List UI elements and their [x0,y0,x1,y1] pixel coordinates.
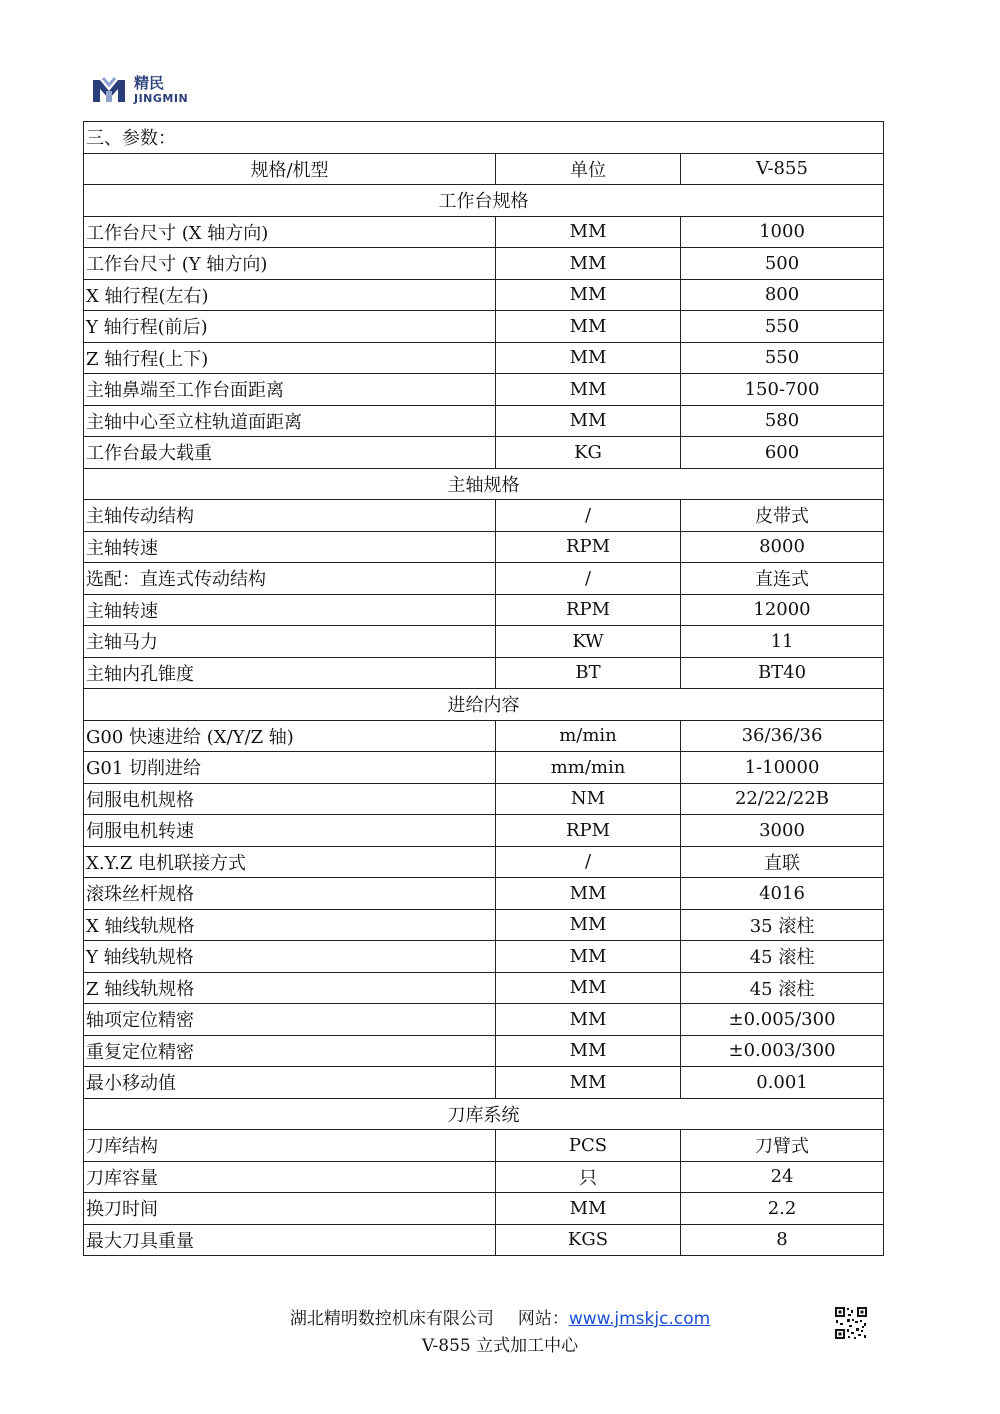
table-row [84,216,884,248]
logo-cn-text: 精民 [134,74,165,92]
table-row [84,594,884,626]
row-unit: MM [496,1004,681,1036]
table-row [84,1193,884,1225]
row-unit: NM [496,783,681,815]
row-label: 滚珠丝杆规格 [84,878,496,910]
footer-site-link[interactable]: www.jmskjc.com [568,1309,711,1329]
row-label: Z 轴线轨规格 [84,972,496,1004]
row-value: 直联 [681,846,884,878]
group-title: 工作台规格 [84,185,884,217]
table-row [84,752,884,784]
table-row [84,437,884,469]
footer-product: V-855 立式加工中心 [421,1336,579,1356]
table-row [84,972,884,1004]
table-row [84,1130,884,1162]
row-unit: MM [496,1193,681,1225]
row-unit: / [496,500,681,532]
row-unit: / [496,563,681,595]
row-value: 45 滚柱 [681,972,884,1004]
row-label: 主轴内孔锥度 [84,657,496,689]
row-unit: MM [496,972,681,1004]
group-title: 刀库系统 [84,1098,884,1130]
row-value: 36/36/36 [681,720,884,752]
table-row [84,279,884,311]
table-row [84,563,884,595]
brand-logo [90,72,188,108]
row-unit: MM [496,342,681,374]
row-unit: MM [496,909,681,941]
table-row [84,500,884,532]
header-unit: 单位 [496,153,681,185]
row-value: 刀臂式 [681,1130,884,1162]
row-unit: RPM [496,815,681,847]
row-unit: 只 [496,1161,681,1193]
table-row [84,878,884,910]
row-unit: MM [496,279,681,311]
row-label: 换刀时间 [84,1193,496,1225]
row-value: 500 [681,248,884,280]
table-row [84,405,884,437]
row-unit: m/min [496,720,681,752]
row-label: 伺服电机转速 [84,815,496,847]
table-row [84,1035,884,1067]
table-row [84,941,884,973]
header-spec: 规格/机型 [84,153,496,185]
row-value: 580 [681,405,884,437]
row-value: 22/22/22B [681,783,884,815]
row-label: 主轴转速 [84,594,496,626]
table-row [84,1161,884,1193]
row-unit: KW [496,626,681,658]
row-label: 最小移动值 [84,1067,496,1099]
table-row [84,846,884,878]
row-value: 8 [681,1224,884,1256]
row-unit: MM [496,941,681,973]
row-label: Y 轴线轨规格 [84,941,496,973]
row-unit: MM [496,1067,681,1099]
row-value: ±0.003/300 [681,1035,884,1067]
row-label: X 轴行程(左右) [84,279,496,311]
table-row [84,1067,884,1099]
row-label: Y 轴行程(前后) [84,311,496,343]
group-header-row [84,468,884,500]
row-unit: MM [496,311,681,343]
parameter-table [83,121,884,1256]
row-value: 35 滚柱 [681,909,884,941]
section-title: 三、参数： [84,122,884,154]
row-label: 刀库容量 [84,1161,496,1193]
row-value: 45 滚柱 [681,941,884,973]
row-label: 主轴中心至立柱轨道面距离 [84,405,496,437]
row-value: 8000 [681,531,884,563]
logo-en-text: JINGMIN [134,92,189,105]
table-row [84,657,884,689]
row-value: 800 [681,279,884,311]
row-value: 1000 [681,216,884,248]
group-header-row [84,1098,884,1130]
row-label: G00 快速进给 (X/Y/Z 轴) [84,720,496,752]
footer-site-label: 网站： [517,1309,569,1329]
table-header-row [84,153,884,185]
row-label: G01 切削进给 [84,752,496,784]
row-value: ±0.005/300 [681,1004,884,1036]
row-label: Z 轴行程(上下) [84,342,496,374]
table-row [84,783,884,815]
row-value: 1-10000 [681,752,884,784]
row-label: 重复定位精密 [84,1035,496,1067]
group-header-row [84,689,884,721]
row-label: 最大刀具重量 [84,1224,496,1256]
header-model: V-855 [681,153,884,185]
qr-code-icon [834,1306,868,1340]
table-row [84,374,884,406]
group-title: 主轴规格 [84,468,884,500]
table-row [84,311,884,343]
row-unit: MM [496,1035,681,1067]
row-label: 主轴传动结构 [84,500,496,532]
table-row [84,531,884,563]
row-value: 24 [681,1161,884,1193]
row-value: 4016 [681,878,884,910]
row-unit: mm/min [496,752,681,784]
row-label: X.Y.Z 电机联接方式 [84,846,496,878]
row-value: BT40 [681,657,884,689]
table-row [84,248,884,280]
table-row [84,720,884,752]
row-unit: KG [496,437,681,469]
row-label: 选配：直连式传动结构 [84,563,496,595]
table-row [84,1004,884,1036]
footer-company: 湖北精明数控机床有限公司 [289,1309,494,1329]
row-label: 工作台最大载重 [84,437,496,469]
row-value: 550 [681,342,884,374]
row-unit: MM [496,878,681,910]
row-unit: PCS [496,1130,681,1162]
row-value: 550 [681,311,884,343]
row-label: 主轴马力 [84,626,496,658]
row-unit: BT [496,657,681,689]
row-unit: MM [496,248,681,280]
group-title: 进给内容 [84,689,884,721]
table-row [84,1224,884,1256]
row-unit: / [496,846,681,878]
row-value: 皮带式 [681,500,884,532]
row-value: 3000 [681,815,884,847]
row-unit: RPM [496,594,681,626]
table-row [84,909,884,941]
row-label: X 轴线轨规格 [84,909,496,941]
row-unit: MM [496,374,681,406]
row-label: 工作台尺寸 (X 轴方向) [84,216,496,248]
table-row [84,626,884,658]
row-label: 伺服电机规格 [84,783,496,815]
row-value: 直连式 [681,563,884,595]
row-value: 600 [681,437,884,469]
jingmin-logo-icon [90,74,128,106]
row-label: 刀库结构 [84,1130,496,1162]
table-row [84,342,884,374]
row-unit: KGS [496,1224,681,1256]
row-value: 11 [681,626,884,658]
row-unit: RPM [496,531,681,563]
row-value: 12000 [681,594,884,626]
row-value: 150-700 [681,374,884,406]
table-row [84,815,884,847]
section-title-row [84,122,884,154]
row-unit: MM [496,216,681,248]
row-label: 轴项定位精密 [84,1004,496,1036]
group-header-row [84,185,884,217]
row-value: 0.001 [681,1067,884,1099]
row-value: 2.2 [681,1193,884,1225]
row-label: 工作台尺寸 (Y 轴方向) [84,248,496,280]
row-label: 主轴鼻端至工作台面距离 [84,374,496,406]
row-unit: MM [496,405,681,437]
row-label: 主轴转速 [84,531,496,563]
